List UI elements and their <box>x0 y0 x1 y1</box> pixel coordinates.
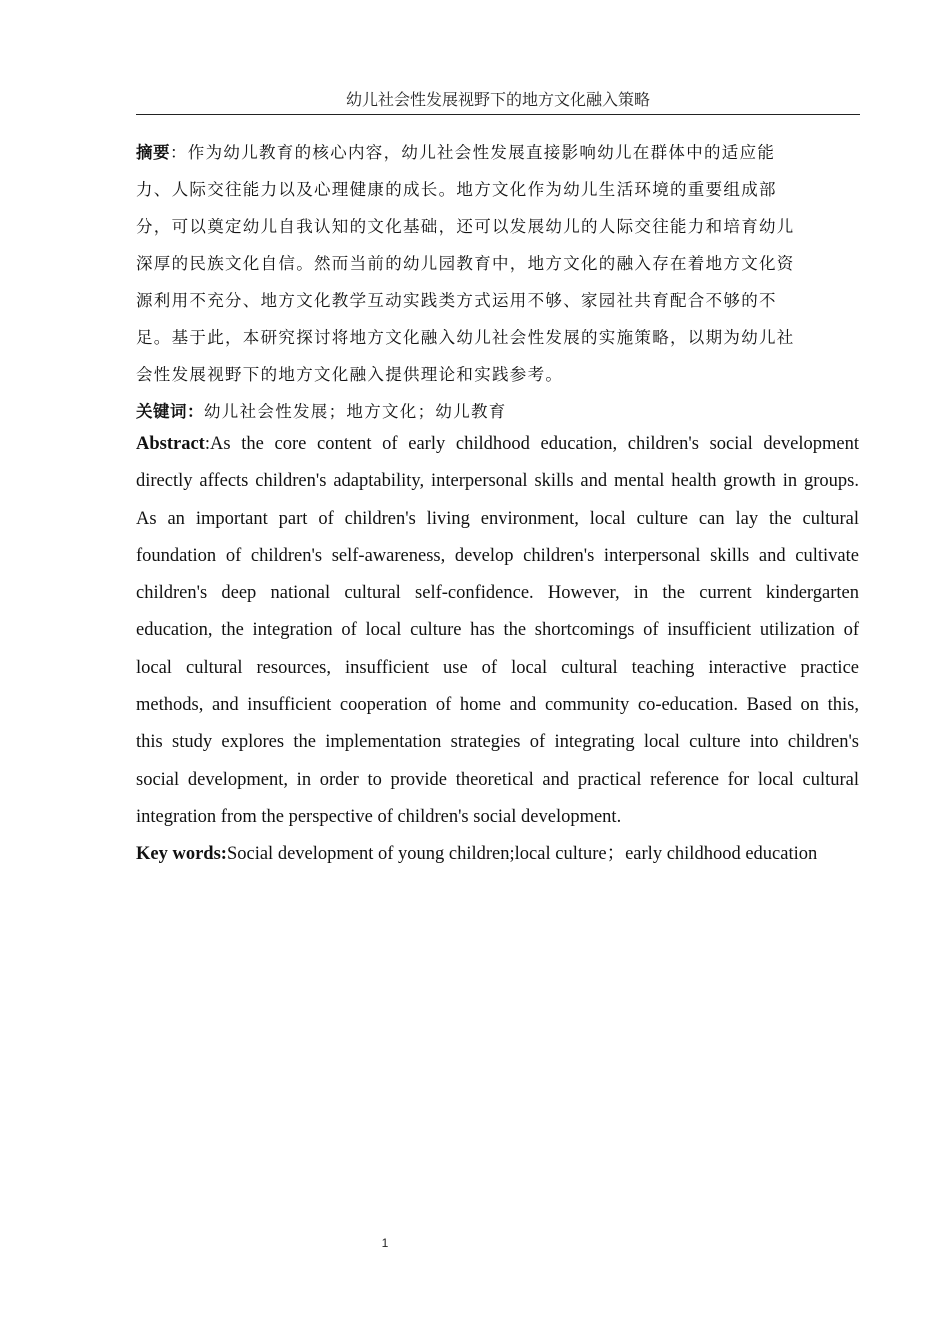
chinese-abstract-label: 摘要 <box>136 143 170 162</box>
running-header-title: 幼儿社会性发展视野下的地方文化融入策略 <box>345 90 650 109</box>
chinese-abstract <box>136 134 850 393</box>
english-abstract <box>136 426 859 836</box>
english-abstract-line: children's deep national cultural self-confidence. However, in the current kindergarten <box>136 583 859 604</box>
english-keywords-text: Social development of young children;local culture；early childhood education <box>226 844 818 864</box>
header-divider <box>136 114 860 115</box>
chinese-keywords-label: 关键词： <box>136 402 204 421</box>
english-abstract-line: this study explores the implementation strategies of integrating local culture into children's <box>136 732 859 753</box>
english-abstract-line: local cultural resources, insufficient use of local cultural teaching interactive practice <box>136 657 859 678</box>
english-abstract-line: social development, in order to provide theoretical and practical reference for local cultural <box>136 769 859 790</box>
chinese-keywords <box>136 393 850 430</box>
chinese-keywords-line <box>136 393 850 430</box>
english-abstract-line: As an important part of children's living environment, local culture can lay the cultural <box>136 508 859 529</box>
chinese-abstract-line: 足。基于此，本研究探讨将地方文化融入幼儿社会性发展的实施策略，以期为幼儿社 <box>136 328 795 347</box>
english-abstract-line <box>136 426 859 463</box>
english-keywords-label: Key words: <box>136 844 227 864</box>
chinese-abstract-line: 力、人际交往能力以及心理健康的成长。地方文化作为幼儿生活环境的重要组成部 <box>136 180 777 199</box>
english-keywords-line <box>136 836 859 873</box>
english-abstract-line: methods, and insufficient cooperation of home and community co-education. Based on this, <box>136 695 859 716</box>
english-abstract-label: Abstract <box>136 434 205 454</box>
english-abstract-line: directly affects children's adaptability, interpersonal skills and mental health growth in groups. <box>136 471 859 492</box>
chinese-abstract-line: 会性发展视野下的地方文化融入提供理论和实践参考。 <box>136 365 564 384</box>
english-keywords <box>136 836 859 873</box>
chinese-abstract-line <box>136 134 850 171</box>
english-abstract-text: :As the core content of early childhood education, children's social development <box>204 434 859 454</box>
english-abstract-line: education, the integration of local culture has the shortcomings of insufficient utilization of <box>136 620 859 641</box>
chinese-abstract-line: 源利用不充分、地方文化教学互动实践类方式运用不够、家园社共育配合不够的不 <box>136 291 777 310</box>
chinese-abstract-line: 深厚的民族文化自信。然而当前的幼儿园教育中，地方文化的融入存在着地方文化资 <box>136 254 795 273</box>
chinese-abstract-line: 分，可以奠定幼儿自我认知的文化基础，还可以发展幼儿的人际交往能力和培育幼儿 <box>136 217 795 236</box>
chinese-abstract-text: ：作为幼儿教育的核心内容，幼儿社会性发展直接影响幼儿在群体中的适应能 <box>170 143 776 162</box>
chinese-keywords-text: 幼儿社会性发展；地方文化；幼儿教育 <box>204 402 507 421</box>
english-abstract-line: integration from the perspective of children's social development. <box>136 806 622 827</box>
english-abstract-line: foundation of children's self-awareness, develop children's interpersonal skills and cultivate <box>136 545 859 566</box>
page-number: 1 <box>381 1236 389 1250</box>
